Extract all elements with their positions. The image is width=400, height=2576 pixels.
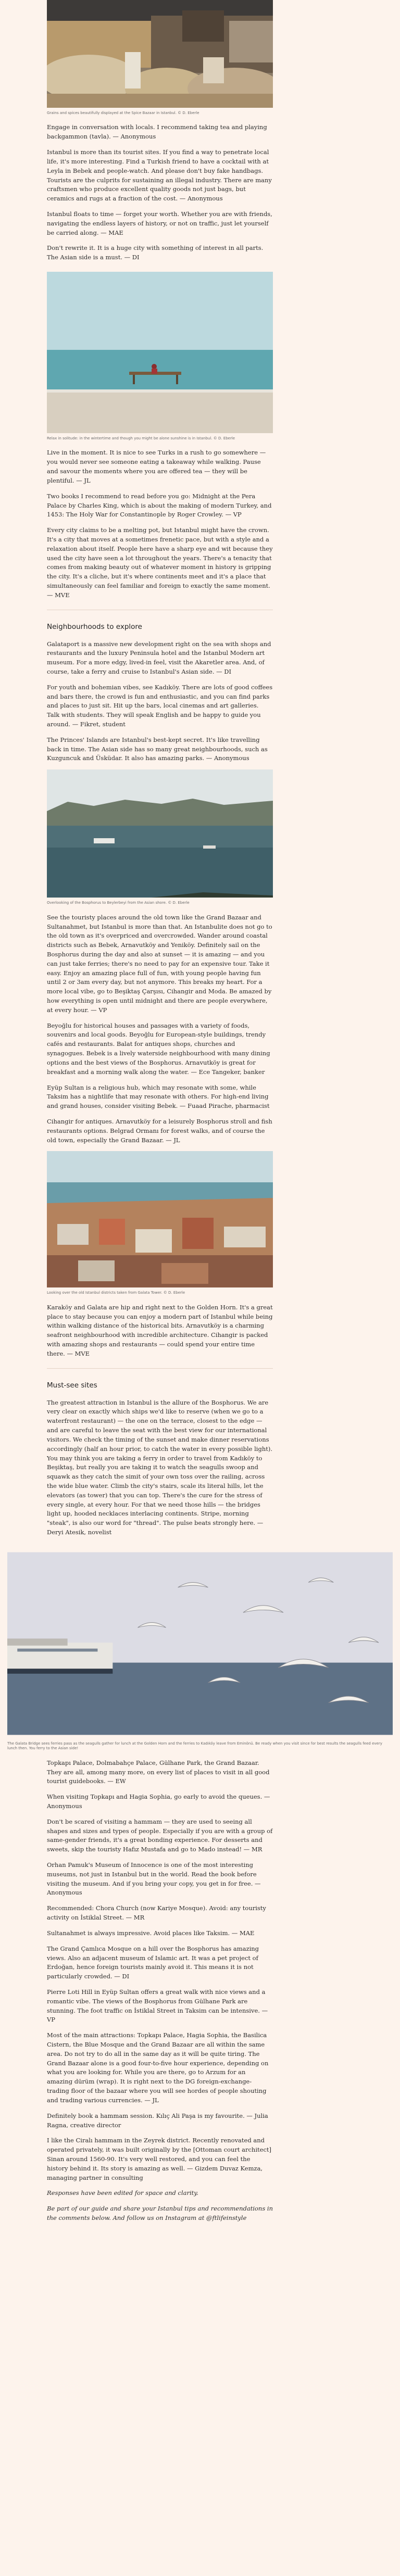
paragraph: Live in the moment. It is nice to see Turks in a rush to go somewhere — you would never see someone eating a takeaway while walking. Pause and savour the moments where you are offered tea — they will be plentiful. — JL	[47, 449, 266, 484]
paragraph: I like the Ciralı hammam in the Zeyrek district. Recently renovated and operated privately, it was built originally by the [Ottoman court architect] Sinan around 1560-90. It's very well restored, and you can feel the history behind it. Its story is amazing as well. — Gizdem Duvaz Kemza, managing partner in consulting	[47, 2137, 271, 2181]
paragraph: Eyüp Sultan is a religious hub, which may resonate with some, while Taksim has a nightlife that may resonate with others. For high-end living and grand houses, consider visiting Bebek. — Fuaad Pirache, pharmacist	[47, 1083, 270, 1110]
paragraph: Most of the main attractions: Topkapı Palace, Hagia Sophia, the Basilica Cistern, the Blue Mosque and the Grand Bazaar are all within the same area. Do not try to do all in the same day as it will be quite tiring. The Grand Bazaar alone is a good four-to-five hour experience, depending on what you are looking for. While you are there, go to Arzum for an amazing dürüm (wrap). It is right next to the DG foreign-exchange-trading floor of the bazaar where you will see hordes of people shouting and trading various currencies. — JL	[47, 2031, 269, 2104]
call-to-action: Be part of our guide and share your Istanbul tips and recommendations in the comments below. And follow us on Instagram at @ftlifeinstyle	[47, 2205, 273, 2222]
last-section	[47, 1759, 273, 2223]
photo-caption: Relax in solitude: in the wintertime and though you might be alone sunshine is in Istanbul. © D. Eberle	[47, 436, 235, 440]
paragraph: Definitely book a hammam session. Kılıç Ali Paşa is my favourite. — Julia Ragna, creative director	[47, 2112, 268, 2129]
photo-galata-bridge-seagulls	[7, 1549, 393, 1738]
photo-block-2	[47, 272, 273, 441]
paragraph: When visiting Topkapı and Hagia Sophia, go early to avoid the queues. — Anonymous	[47, 1793, 270, 1810]
paragraph: Pierre Loti Hill in Eyüp Sultan offers a great walk with nice views and a romantic vibe. The views of the Bosphorus from Gülhane Park are stunning. The foot traffic on İstiklal Street in Taksim can be intensive. — VP	[47, 1988, 268, 2024]
paragraph: Every city claims to be a melting pot, but Istanbul might have the crown. It's a city that moves at a sometimes frenetic pace, but with a style and a relaxation about itself. People here have a sharp eye and wit because they used the city have seen a lot throughout the years. There's a tenacity that comes from making beauty out of whatever moment in history is gripping the city. It's a cliche, but it's where continents meet and it's a place that simultaneously can feel familiar and foreign to exactly the same moment. — MVE	[47, 526, 273, 599]
section-heading: Must-see sites	[47, 1381, 97, 1390]
paragraph: Topkapı Palace, Dolmabahçe Palace, Gülhane Park, the Grand Bazaar. They are all, among many more, on every list of places to visit in all good tourist guidebooks. — EW	[47, 1759, 270, 1785]
mustsee-section	[47, 1368, 273, 1537]
paragraph: Orhan Pamuk's Museum of Innocence is one of the most interesting museums, not just in Istanbul but in the world. Read the book before visiting the museum. And if you bring your copy, you get in for free. — Anonymous	[47, 1861, 261, 1897]
photo-block-1	[47, 0, 273, 116]
photo-block-3	[47, 769, 273, 905]
paragraph: The Princes' Islands are Istanbul's best-kept secret. It's like travelling back in time. The Asian side has so many great neighbourhoods, such as Kuzguncuk and Üsküdar. It also has amazing parks. — Anonymous	[47, 736, 268, 762]
paragraph: See the touristy places around the old town like the Grand Bazaar and Sultanahmet, but Istanbul is more than that. An Istanbulite does not go to the old town as it's overpriced and overcrowded. Wander around coastal districts such as Bebek, Arnavutköy and Yeniköy. Definitely sail on the Bosphorus during the day and also at sunset — it is amazing — and you can just take ferries; there's no need to pay for an expensive tour. Take it easy. Enjoy an amazing place full of fun, with young people having fun until 2 or 3am every day, but not anymore. This breaks my heart. For a more local vibe, go to Beşiktaş Çarşısı, Cihangir and Moda. Be amazed by how everything is open until midnight and there are people everywhere, at every hour. — VP	[47, 913, 272, 1014]
paragraph: Karaköy and Galata are hip and right next to the Golden Horn. It's a great place to stay because you can enjoy a modern part of Istanbul while being within walking distance of the historical bits. Arnavutköy is a charming seafront neighbourhood with incredible architecture. Cihangir is packed with amazing shops and restaurants — could spend your entire time there. — MVE	[47, 1303, 273, 1357]
photo-block-4	[47, 1151, 273, 1295]
neighbourhoods-continued-2	[47, 1303, 273, 1359]
editor-note: Responses have been edited for space and clarity.	[47, 2189, 198, 2197]
photo-caption: Overlooking of the Bosphorus to Beylerbeyi from the Asian shore. © D. Eberle	[47, 901, 190, 905]
paragraph: Beyoğlu for historical houses and passages with a variety of foods, souvenirs and local goods. Beyoğlu for European-style buildings, trendy cafés and restaurants. Balat for antiques shops, churches and synagogues. Bebek is a lively waterside neighbourhood with many dining options and the best views of the Bosphorus. Arnavutköy is great for breakfast and a morning walk along the water. — Ece Tangeker, banker	[47, 1021, 270, 1076]
photo-caption: The Galata Bridge sees ferries pass as the seagulls gather for lunch at the Golden Horn and the ferries to Kadıköy leave from Eminönü. Be ready when you visit since for best results the seagulls feed every lunch then. You ferry to the Asian side!	[7, 1741, 382, 1751]
paragraph: Istanbul floats to time — forget your worth. Whether you are with friends, navigating the endless layers of history, or not on traffic, just let yourself be carried along. — MAE	[47, 210, 272, 236]
paragraph: Istanbul is more than its tourist sites. If you find a way to penetrate local life, it's more interesting. Find a Turkish friend to have a cocktail with at Leyla in Bebek and people-watch. And please don't buy fake handbags. Tourists are the culprits for sustaining an illegal industry. There are many craftsmen who produce excellent quality goods not just bags, but ceramics and rugs at a fraction of the cost. — Anonymous	[47, 148, 272, 203]
paragraph: The Grand Çamlıca Mosque on a hill over the Bosphorus has amazing views. Also an adjacent museum of Islamic art. It was a pet project of Erdoğan, hence foreign tourists mainly avoid it. This means it is not particularly crowded. — DI	[47, 1944, 259, 1980]
paragraph: Recommended: Chora Church (now Kariye Mosque). Avoid: any touristy activity on İstiklal Street. — MR	[47, 1904, 266, 1922]
paragraph: Don't rewrite it. It is a huge city with something of interest in all parts. The Asian side is a must. — DI	[47, 244, 264, 261]
paragraph: Cihangir for antiques. Arnavutköy for a leisurely Bosphorus stroll and fish restaurants options. Belgrad Ormanı for forest walks, and of course the old town, especially the Grand Bazaar. — JL	[47, 1117, 272, 1144]
paragraph: Don't be scared of visiting a hammam — they are used to seeing all shapes and sizes and types of people. Especially if you are with a group of same-gender friends, it's a great bonding experience. For desserts and sweets, skip the touristy Hafız Mustafa and go to Mado instead! — MR	[47, 1817, 273, 1853]
paragraph: The greatest attraction in Istanbul is the allure of the Bosphorus. We are very clear on exactly which ships we'd like to reserve (when we go to a waterfront restaurant) — the one on the terrace, closest to the edge — and are careful to leave the seat with the best view for our international visitors. We check the timing of the sunset and make dinner reservations accordingly (half an hour prior, to catch the water in every possible light). You may think you are taking a ferry in order to travel from Kadıköy to Beşiktaş, but really you are taking it to watch the seagulls swoop and squawk as they catch the simit of your own toss over the railing, across the wide blue water. Climb the city's stairs, scale its literal hills, let the elevators (as tower) that you can top. There's the cure for the stress of every single, at every hour. For that we need those hills — the bridges light up, hooded necklaces interlacing continents. Stripe, morning "steak", is also our word for "thread". The pulse beats strongly here. — Deryi Atesik, novelist	[47, 1398, 272, 1536]
photo-beach-solitude	[47, 272, 273, 433]
photo-spice-bazaar	[47, 0, 273, 108]
section-heading: Neighbourhoods to explore	[47, 622, 142, 631]
photo-caption: Grains and spices beautifully displayed at the Spice Bazaar in Istanbul. © D. Eberle	[47, 111, 199, 115]
paragraph: Sultanahmet is always impressive. Avoid places like Taksim. — MAE	[47, 1929, 255, 1937]
photo-old-istanbul-rooftops	[47, 1151, 273, 1287]
photo-bosphorus-beylerbeyi	[47, 769, 273, 898]
paragraph: Two books I recommend to read before you go: Midnight at the Pera Palace by Charles King, which is about the making of modern Turkey, and 1453: The Holy War for Constantinople by Roger Crowley. — VP	[47, 492, 272, 519]
paragraph: For youth and bohemian vibes, see Kadıköy. There are lots of good coffees and bars there, the crowd is fun and enthusiastic, and you can find parks and places to just sit. Hit up the bars, local cinemas and art galleries. Talk with students. They will speak English and be happy to guide you around. — Fikret, student	[47, 683, 273, 728]
second-section	[47, 448, 273, 600]
photo-block-5	[0, 1549, 400, 1751]
intro-section	[47, 123, 273, 262]
section-divider	[47, 1368, 273, 1369]
neighbourhoods-section	[47, 610, 273, 764]
photo-caption: Looking over the old Istanbul districts taken from Galata Tower. © D. Eberle	[47, 1291, 185, 1295]
paragraph: Engage in conversation with locals. I recommend taking tea and playing backgammon (tavla). — Anonymous	[47, 123, 267, 141]
paragraph: Galataport is a massive new development right on the sea with shops and restaurants and the luxury Peninsula hotel and the Istanbul Modern art museum. For a more edgy, lived-in feel, visit the Akaretler area. And, of course, take a ferry and cruise to Istanbul's Asian side. — DI	[47, 640, 271, 675]
neighbourhoods-continued	[47, 913, 273, 1145]
